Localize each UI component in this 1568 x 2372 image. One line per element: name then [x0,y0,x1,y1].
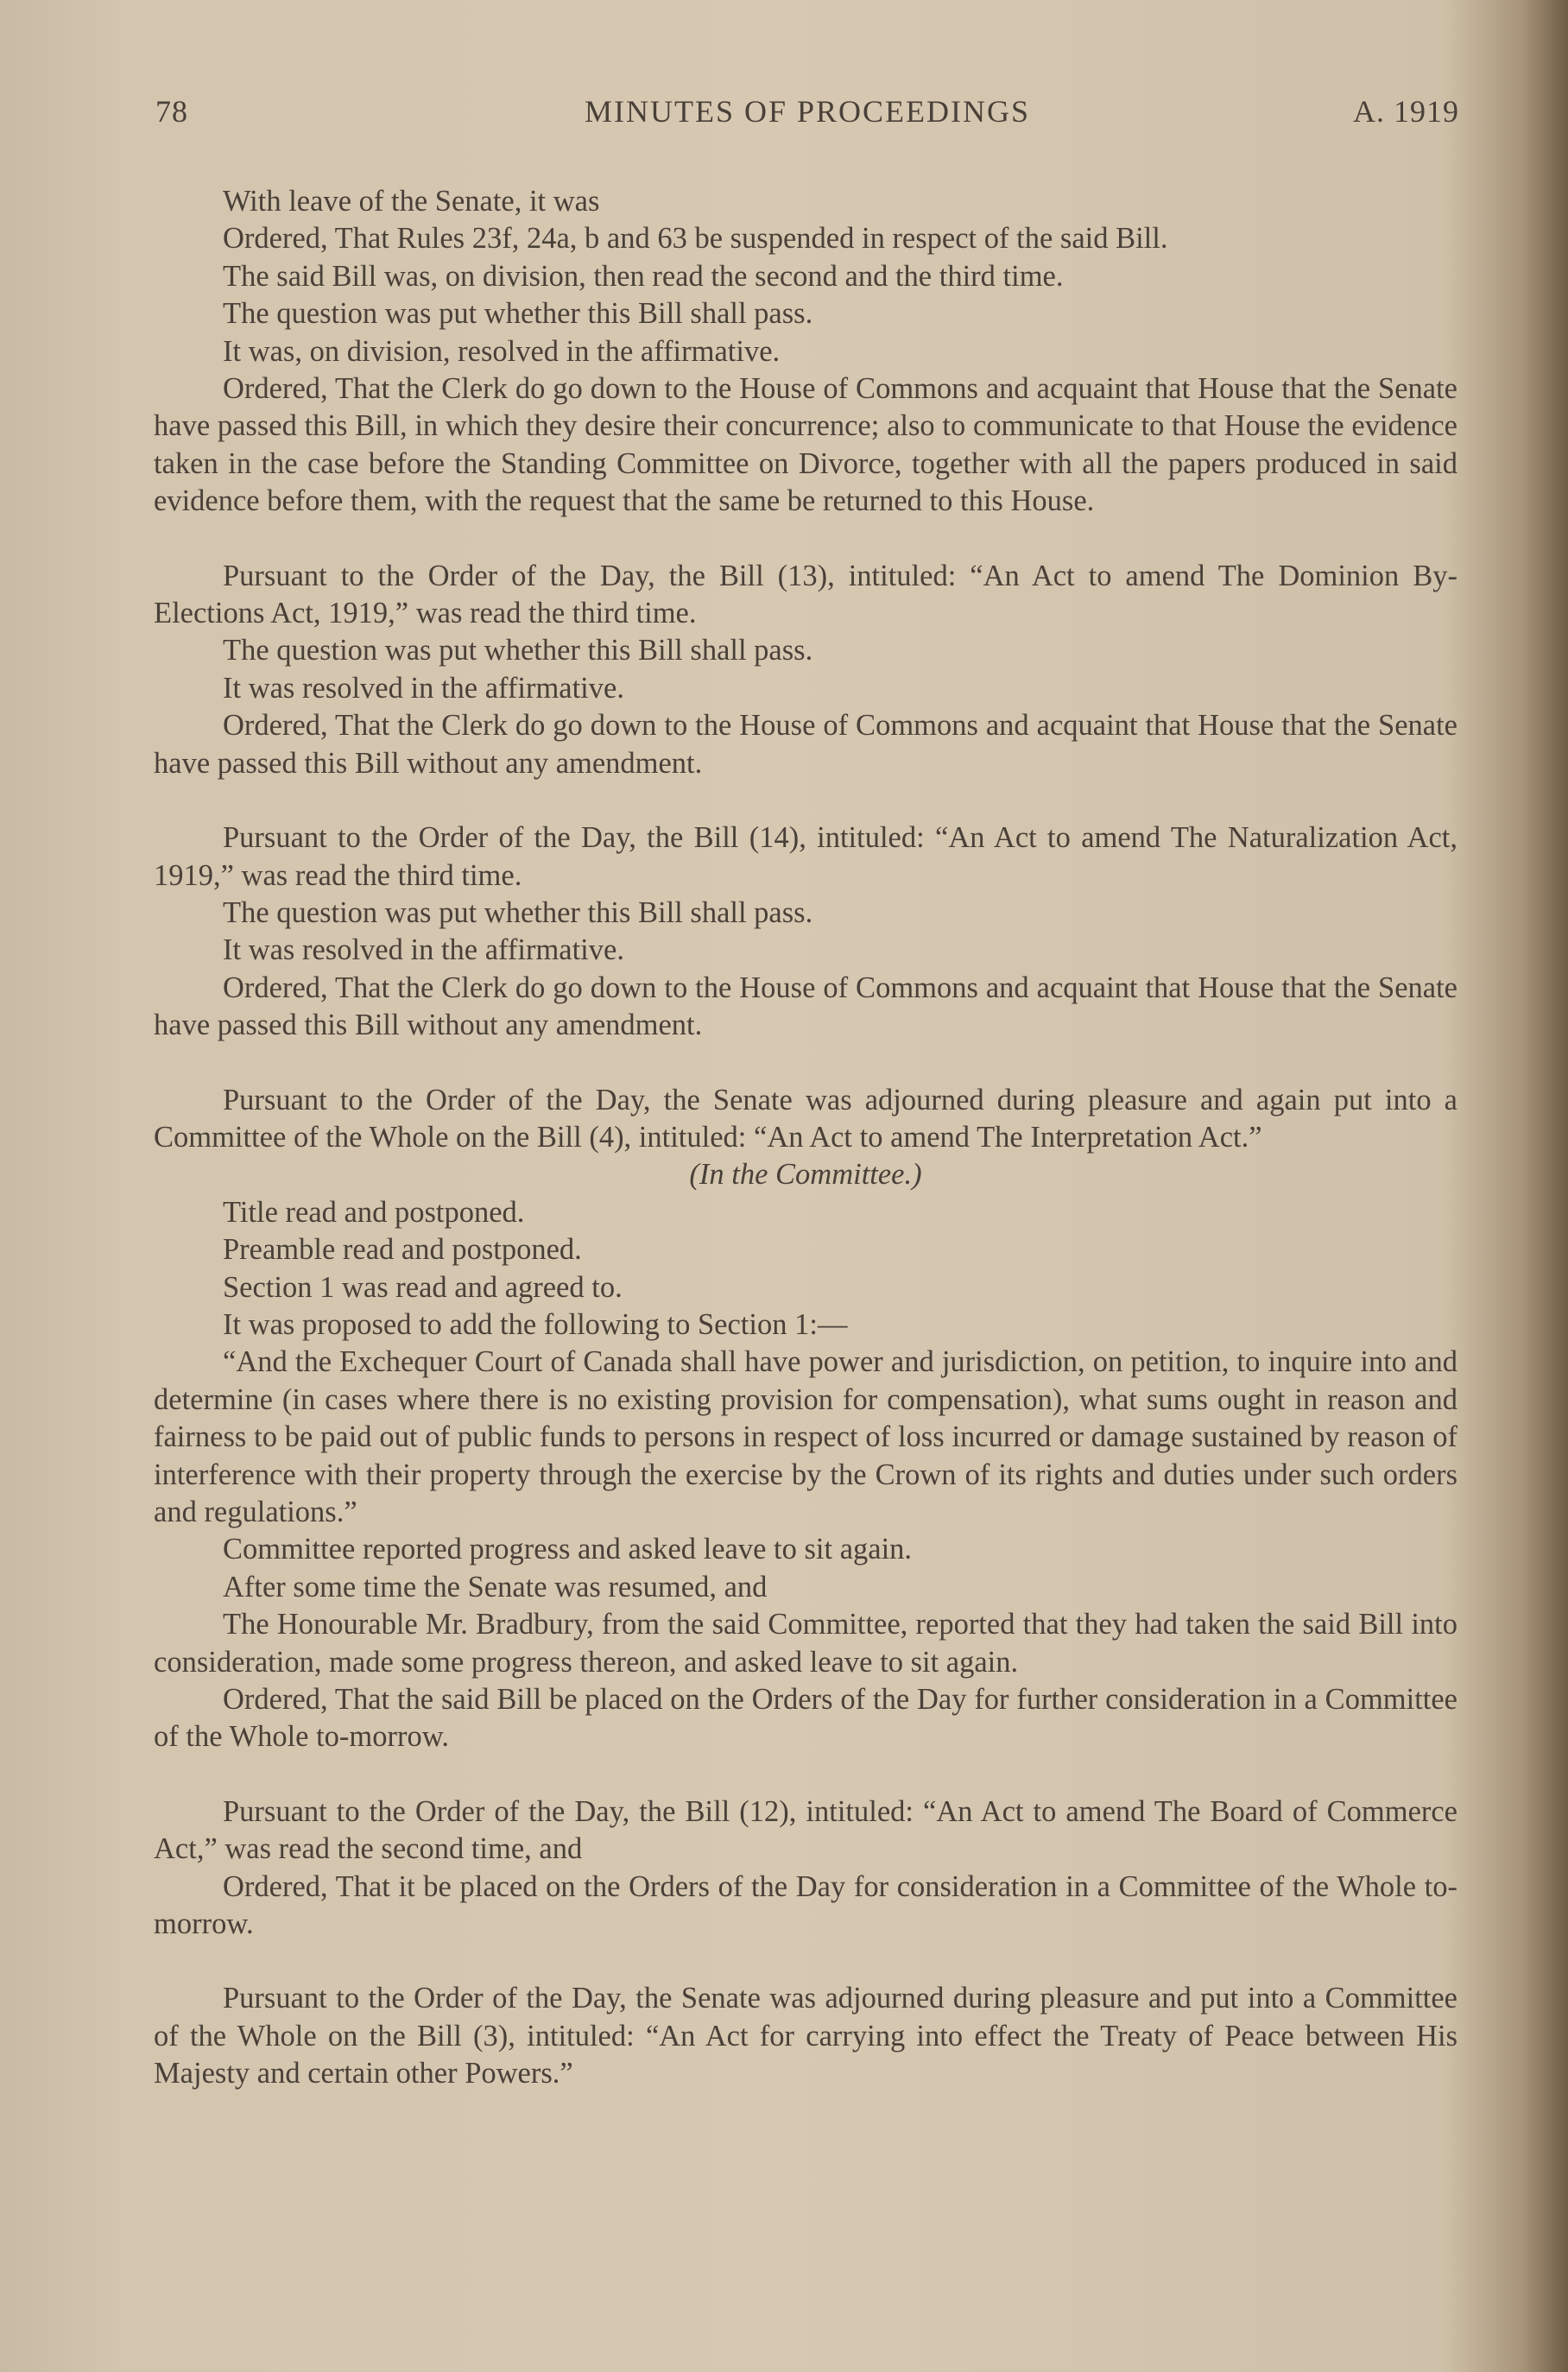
paragraph: It was, on division, resolved in the affirmative. [223,334,781,368]
paragraph: Pursuant to the Order of the Day, the Bill (12), intituled: “An Act to amend The Board of Commerce Act,” was read the second time, and [154,1794,1457,1866]
paragraph: Ordered, That the said Bill be placed on the Orders of the Day for further consideration in a Committee of the Whole to-morrow. [154,1683,1457,1754]
paragraph: Ordered, That the Clerk do go down to the House of Commons and acquaint that House that the Senate have passed this Bill without any amendment. [154,709,1457,780]
section-heading: (In the Committee.) [689,1158,922,1192]
paragraph: Section 1 was read and agreed to. [223,1270,623,1304]
session-year: A. 1919 [1353,94,1459,129]
paragraph: Title read and postponed. [223,1195,525,1229]
page-number: 78 [155,94,188,129]
paragraph: It was resolved in the affirmative. [223,933,624,967]
paragraph: The question was put whether this Bill shall pass. [223,895,813,929]
quoted-amendment: “And the Exchequer Court of Canada shall have power and jurisdiction, on petition, to inquire into and determine (in cases where there is no existing provision for compensation), what sums ought in reason and fairness to be paid out of public funds to persons in respect of loss incurred or damage sustained by reason of interference with their property through the exercise by the Crown of its rights and duties under such orders and regulations.” [154,1345,1457,1528]
paragraph: Preamble read and postponed. [223,1233,582,1267]
paragraph: The question was put whether this Bill shall pass. [223,634,813,667]
document-body [154,183,1457,2093]
paragraph: Pursuant to the Order of the Day, the Bill (13), intituled: “An Act to amend The Dominion By-Elections Act, 1919,” was read the third time. [154,559,1457,630]
page-title: MINUTES OF PROCEEDINGS [584,94,1031,129]
paragraph: Pursuant to the Order of the Day, the Bill (14), intituled: “An Act to amend The Naturalization Act, 1919,” was read the third time. [154,821,1457,892]
paragraph: Ordered, That it be placed on the Orders of the Day for consideration in a Committee of the Whole to-morrow. [154,1869,1457,1941]
paragraph: After some time the Senate was resumed, and [223,1570,768,1603]
paragraph: Ordered, That Rules 23f, 24a, b and 63 be suspended in respect of the said Bill. [223,222,1168,256]
paragraph: With leave of the Senate, it was [223,185,600,218]
paragraph: It was proposed to add the following to Section 1:— [223,1307,848,1341]
paragraph: The question was put whether this Bill shall pass. [223,297,813,331]
running-head [155,93,1459,136]
paragraph: The Honourable Mr. Bradbury, from the said Committee, reported that they had taken the said Bill into consideration, made some progress thereon, and asked leave to sit again. [154,1608,1457,1679]
paragraph: It was resolved in the affirmative. [223,671,624,705]
paragraph: Pursuant to the Order of the Day, the Senate was adjourned during pleasure and again put into a Committee of the Whole on the Bill (4), intituled: “An Act to amend The Interpretation Act.” [154,1083,1457,1154]
paragraph: Committee reported progress and asked leave to sit again. [223,1533,913,1566]
paragraph: The said Bill was, on division, then read the second and the third time. [223,259,1064,293]
paragraph: Ordered, That the Clerk do go down to the House of Commons and acquaint that House that the Senate have passed this Bill, in which they desire their concurrence; also to communicate to that House the evidence taken in the case before the Standing Committee on Divorce, together with all the papers produced in said evidence before them, with the request that the same be returned to this House. [154,372,1457,518]
paragraph: Pursuant to the Order of the Day, the Senate was adjourned during pleasure and put into a Committee of the Whole on the Bill (3), intituled: “An Act for carrying into effect the Treaty of Peace between His Majesty and certain other Powers.” [154,1982,1457,2091]
paragraph: Ordered, That the Clerk do go down to the House of Commons and acquaint that House that the Senate have passed this Bill without any amendment. [154,971,1457,1042]
